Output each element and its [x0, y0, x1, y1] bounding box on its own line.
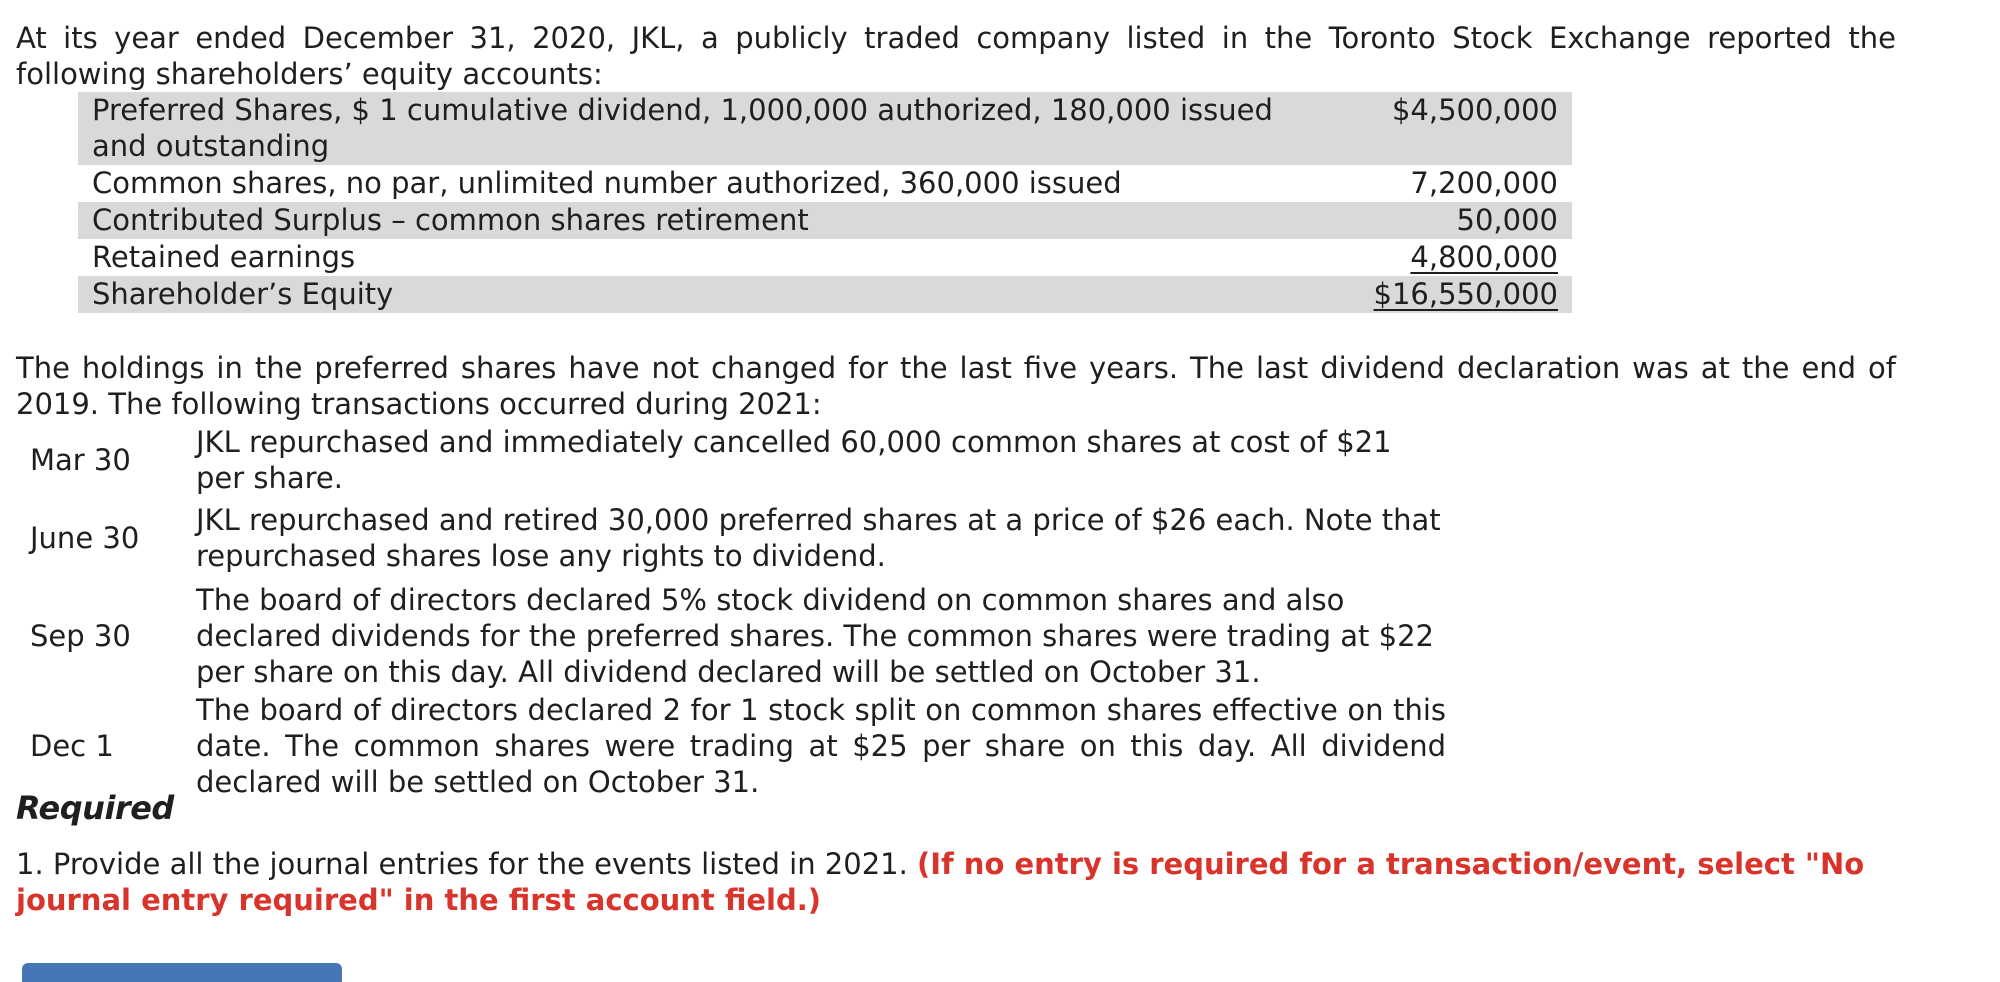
instruction-text	[16, 846, 1896, 918]
equity-label: Preferred Shares, $ 1 cumulative dividend, 1,000,000 authorized, 180,000 issued and outstanding	[92, 93, 1273, 163]
equity-row	[78, 202, 1572, 239]
transaction-date: Dec 1	[30, 729, 114, 763]
equity-row	[78, 165, 1572, 202]
equity-label: Common shares, no par, unlimited number authorized, 360,000 issued	[92, 166, 1122, 200]
equity-row	[78, 239, 1572, 276]
transaction-description: JKL repurchased and retired 30,000 preferred shares at a price of $26 each. Note that repurchased shares lose any rights to dividend.	[196, 503, 1441, 573]
transaction-date: Mar 30	[30, 443, 131, 477]
instruction-note: (If no entry is required for a transaction/event, select "No journal entry required" in the first account field.)	[16, 847, 1865, 917]
transaction-description: The board of directors declared 2 for 1 stock split on common shares effective on this date. The common shares were trading at $25 per share on this day. All dividend declared will be settled on October 31.	[196, 693, 1446, 799]
required-heading: Required	[16, 789, 174, 827]
equity-total-row	[78, 276, 1572, 313]
transaction-row	[16, 424, 1446, 496]
transaction-row	[16, 502, 1446, 574]
equity-amount: 4,800,000	[1410, 240, 1558, 274]
equity-amount: $4,500,000	[1391, 93, 1558, 127]
transaction-date: Sep 30	[30, 619, 131, 653]
equity-amount: 7,200,000	[1410, 166, 1558, 200]
equity-amount: 50,000	[1456, 203, 1558, 237]
holdings-paragraph: The holdings in the preferred shares have not changed for the last five years. The last dividend declaration was at the end of 2019. The following transactions occurred during 2021:	[16, 351, 1896, 421]
equity-label: Retained earnings	[92, 240, 356, 274]
transaction-date: June 30	[30, 521, 140, 555]
equity-label: Shareholder’s Equity	[92, 277, 394, 311]
transaction-row	[16, 692, 1446, 800]
equity-label: Contributed Surplus – common shares retirement	[92, 203, 809, 237]
equity-table	[78, 92, 1572, 313]
transaction-description: JKL repurchased and immediately cancelled 60,000 common shares at cost of $21 per share.	[196, 425, 1392, 495]
transaction-description: The board of directors declared 5% stock dividend on common shares and also declared dividends for the preferred shares. The common shares were trading at $22 per share on this day. All dividend declared will be settled on October 31.	[196, 583, 1434, 689]
instruction-main: 1. Provide all the journal entries for the events listed in 2021.	[16, 847, 908, 881]
intro-paragraph: At its year ended December 31, 2020, JKL, a publicly traded company listed in the Toronto Stock Exchange reported the following shareholders’ equity accounts:	[16, 21, 1896, 91]
transaction-row	[16, 582, 1446, 690]
action-button[interactable]	[22, 963, 342, 982]
equity-row	[78, 92, 1572, 165]
equity-total-amount: $16,550,000	[1373, 277, 1558, 311]
